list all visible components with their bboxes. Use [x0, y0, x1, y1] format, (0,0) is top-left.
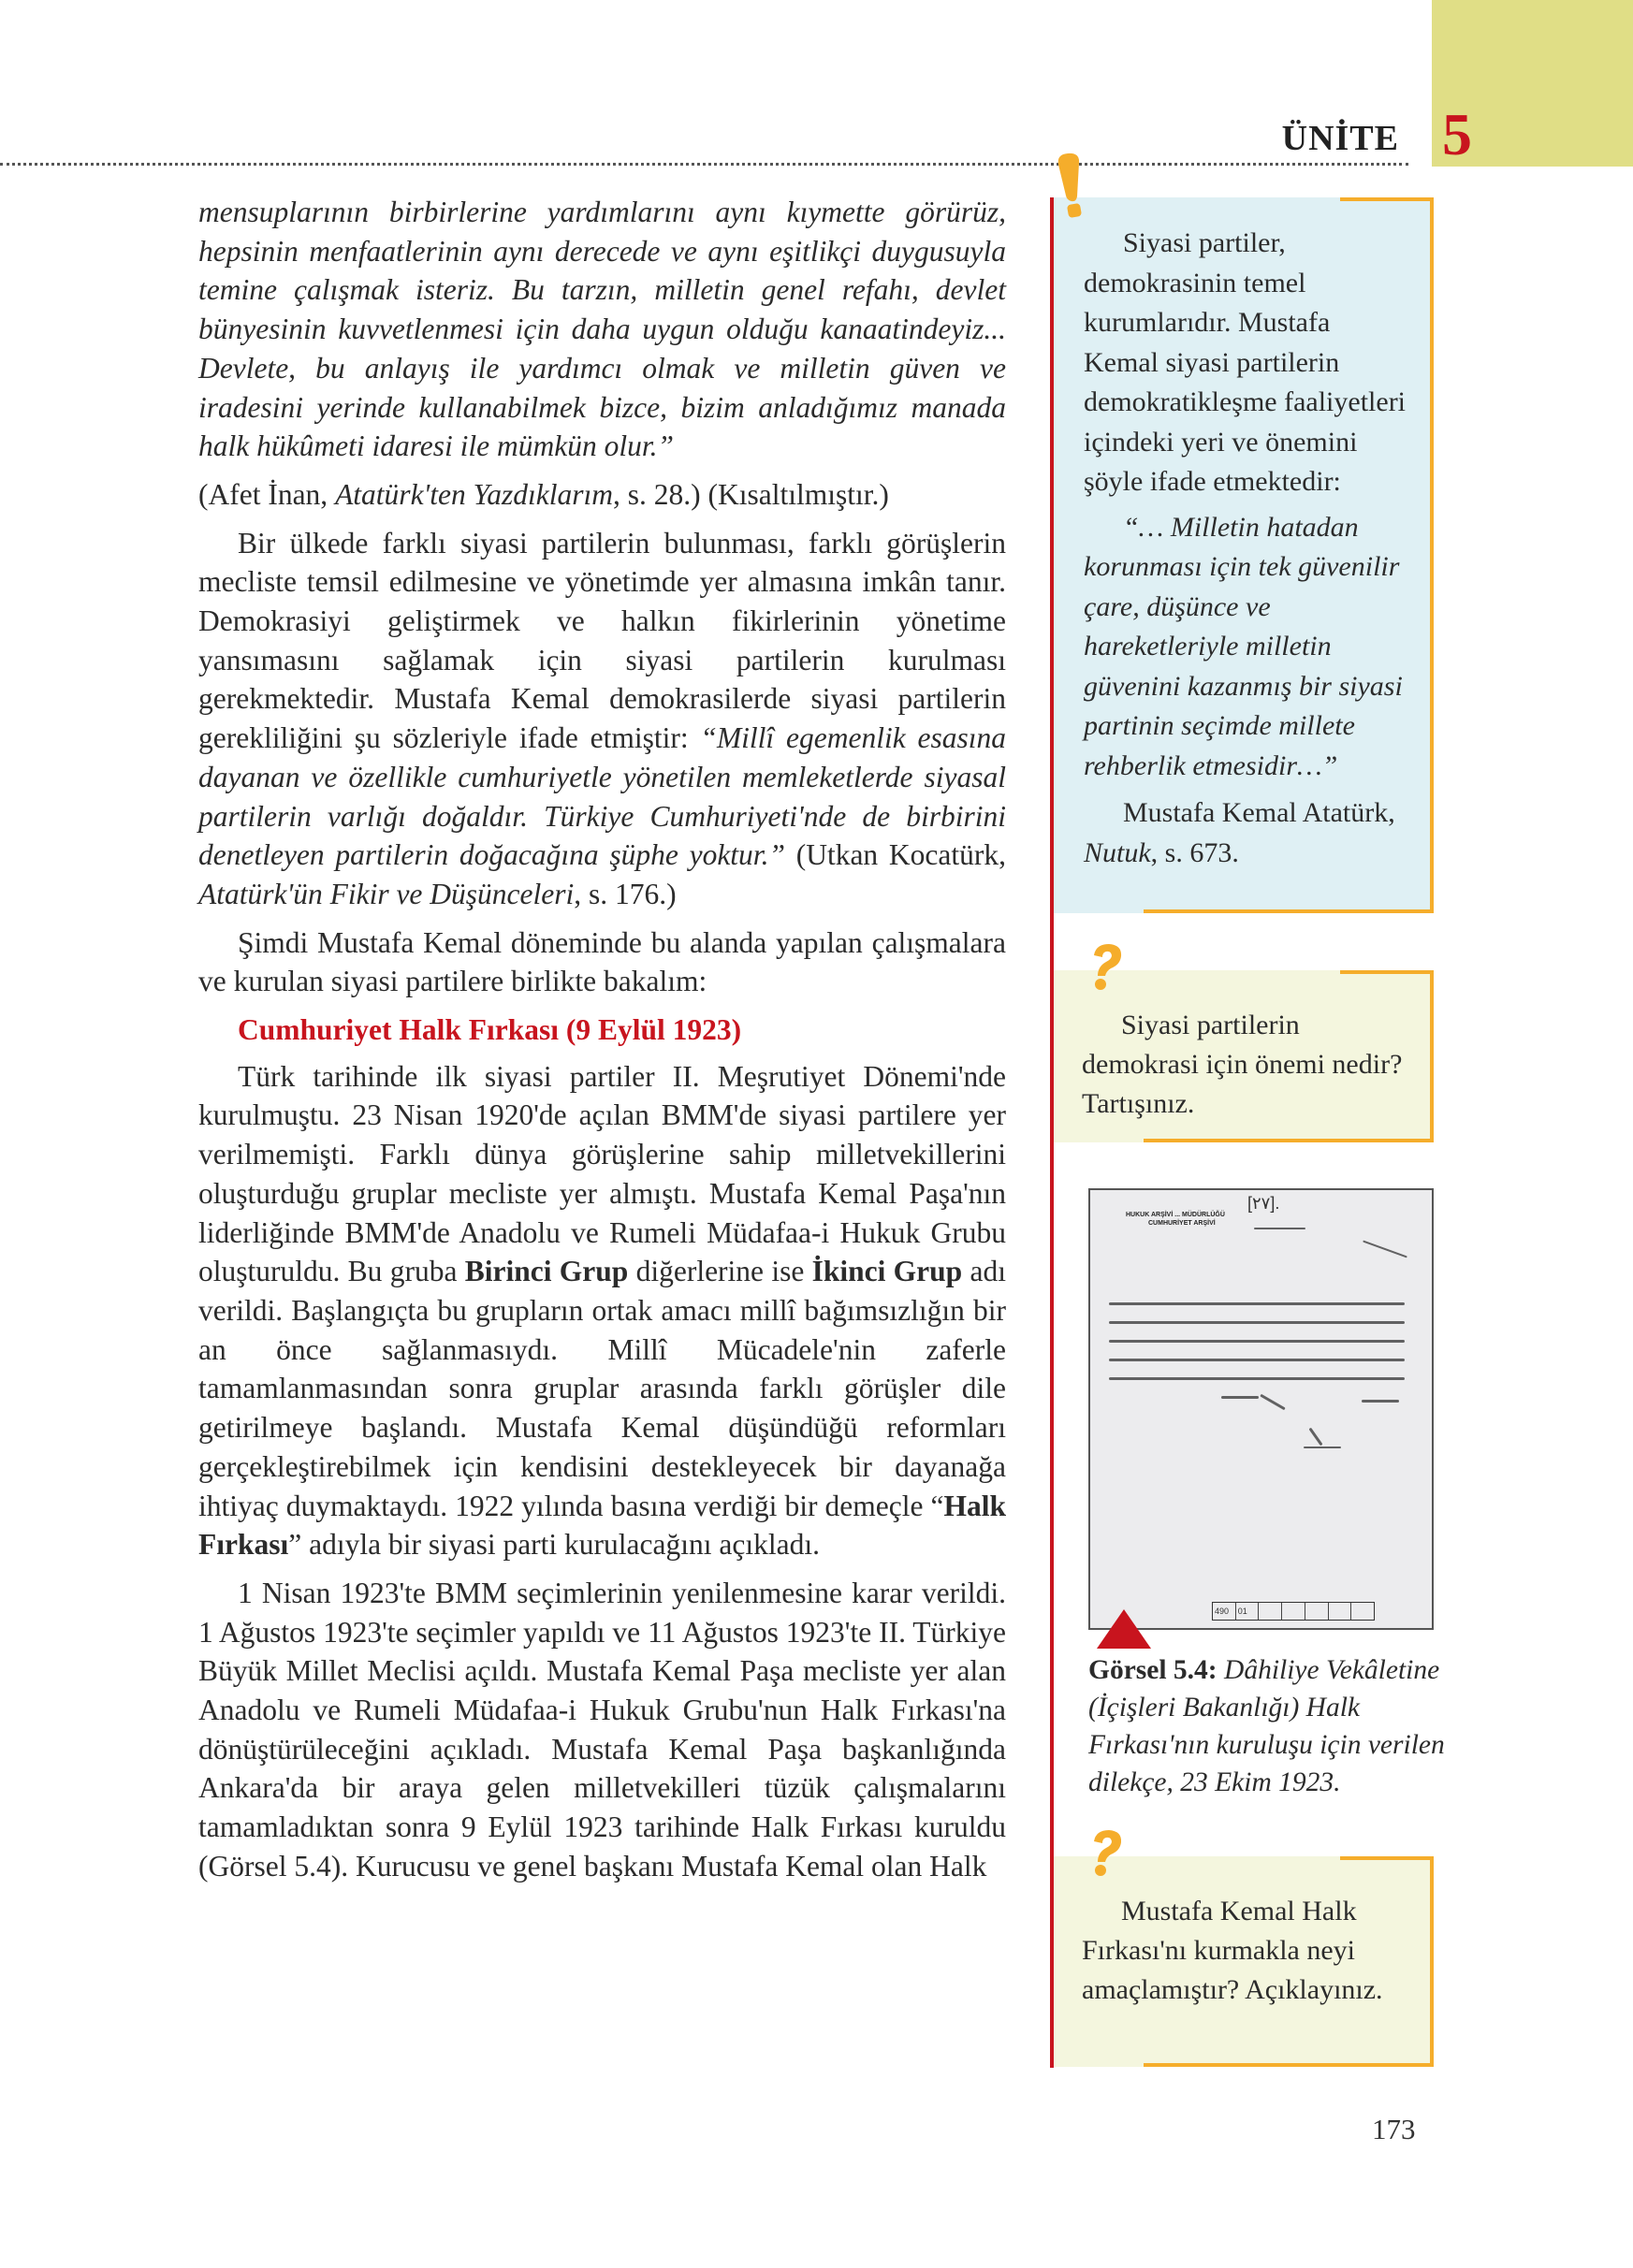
exclamation-icon [1049, 152, 1105, 222]
question-mark-icon [1083, 1826, 1126, 1879]
signature [1308, 1428, 1322, 1447]
historical-document-image [1088, 1188, 1434, 1630]
archive-code-cell [1351, 1603, 1374, 1620]
citation-prefix: (Utkan Kocatürk, [784, 838, 1006, 872]
term-ikinci-grup: İkinci Grup [811, 1255, 963, 1288]
unit-number: 5 [1442, 101, 1472, 167]
archive-code-cell [1305, 1603, 1329, 1620]
info-source [1084, 793, 1411, 873]
paragraph-text: Bir ülkede farklı siyasi partilerin bulunması, farklı görüşlerin mecliste temsil edilmesine ve yönetimde yer almasına imkân tanır. Demokrasiyi geliştirmek ve halkın fikirlerinin yönetime yansımasını sağlamak için siyasi partilerin kurulması gerekmektedir. Mustafa Kemal demokrasilerde siyasi partilerin gerekliliğini şu sözleriyle ifade etmiştir: [198, 526, 1006, 755]
citation-suffix: , s. 176.) [574, 877, 677, 910]
info-quote: “… Milletin hatadan korunması için tek güvenilir çare, düşünce ve hareketleriyle milletin güvenini kazanmış bir siyasi partinin seçimde millete rehberlik etmesidir…” [1084, 511, 1403, 781]
paragraph-political-parties [198, 524, 1006, 914]
document-number: [٢٧]. [1247, 1194, 1280, 1213]
box-frame [1144, 1139, 1434, 1142]
source-prefix: Mustafa Kemal Atatürk, [1123, 797, 1395, 828]
signature [1304, 1447, 1341, 1448]
archive-code-cell [1282, 1603, 1305, 1620]
question-1-text: Siyasi partilerin demokrasi için önemi nedir? Tartışınız. [1082, 1010, 1403, 1119]
question-text [1082, 1006, 1419, 1124]
main-column [198, 193, 1006, 1886]
box-frame [1340, 970, 1434, 974]
archive-code-cell: 490 [1213, 1603, 1236, 1620]
paragraph-history [198, 1057, 1006, 1564]
handwriting-line [1362, 1400, 1399, 1403]
question-mark-icon [1083, 940, 1126, 993]
question-box-1 [1054, 970, 1434, 1142]
citation-suffix: , s. 28.) (Kısaltılmıştır.) [613, 477, 889, 511]
handwriting-line [1109, 1321, 1405, 1324]
header-divider [0, 163, 1408, 166]
paragraph-text: adı verildi. Başlangıçta bu grupların ortak amacı millî bağımsızlığın bir an önce sağlanmasıydı. Millî Mücadele'nin zaferle tamamlanmasından sonra gruplar arasında farklı görüşler dile getirilmeye başlandı. Mustafa Kemal düşündüğü reformları gerçekleştirebilmek için kendisini destekleyecek bir dayanağa ihtiyaç duymaktaydı. 1922 yılında basına verdiği bir demeçle “ [198, 1255, 1006, 1522]
paragraph-intro: Şimdi Mustafa Kemal döneminde bu alanda yapılan çalışmalara ve kurulan siyasi partilere birlikte bakalım: [198, 925, 1006, 998]
handwriting-line [1109, 1359, 1405, 1361]
box-frame [1340, 197, 1434, 201]
box-frame [1340, 1856, 1434, 1860]
archive-code-table [1212, 1602, 1375, 1621]
handwriting-line [1109, 1302, 1405, 1305]
term-halk-firkasi: Halk Fırkası [198, 1489, 1006, 1562]
quote-continuation: mensuplarının birbirlerine yardımlarını aynı kıymette görürüz, hepsinin menfaatlerinin aynı derecede ve aynı eşitlikçi duygusuyla temine çalışmak isteriz. Bu tarzın, milletin genel refahı, devlet bünyesinin kuvvetlenmesi için daha uygun olduğu kanaatindeyiz... Devlete, bu anlayış ile yardımcı olmak ve milletin güven ve iradesini yerinde kullanabilmek bizce, bizim anladığımız manada halk hükûmeti idaresi ile mümkün olur.” [198, 196, 1006, 463]
page-number: 173 [1372, 2113, 1416, 2145]
paragraph-elections: 1 Nisan 1923'te BMM seçimlerinin yenilenmesine karar verildi. 1 Ağustos 1923'te seçimler yapıldı ve 11 Ağustos 1923'te II. Türkiye Büyük Millet Meclisi açıldı. Mustafa Kemal Paşa mecliste yer alan Anadolu ve Rumeli Müdafaa-i Hukuk Grubu'nun Halk Fırkası'na dönüştürüleceğini açıkladı. Mustafa Kemal Paşa başkanlığında Ankara'da bir araya gelen milletvekilleri tüzük çalışmalarını tamamladıktan sonra 9 Eylül 1923 tarihinde Halk Fırkası kuruldu (Görsel 5.4). Kurucusu ve genel başkanı Mustafa Kemal olan Halk [198, 1576, 1006, 1883]
handwriting-line [1254, 1228, 1305, 1229]
info-intro: Siyasi partiler, demokrasinin temel kurumlarıdır. Mustafa Kemal siyasi partilerin demokratikleşme faaliyetleri içindeki yeri ve önemini şöyle ifade etmektedir: [1084, 227, 1407, 497]
paragraph-text: ” adıyla bir siyasi parti kurulacağını açıkladı. [288, 1528, 820, 1562]
box-frame [1144, 909, 1434, 913]
unit-label: ÜNİTE [1281, 119, 1399, 158]
box-frame [1430, 970, 1434, 1142]
handwriting-line [1260, 1394, 1285, 1411]
box-frame [1144, 2063, 1434, 2067]
question-2-text: Mustafa Kemal Halk Fırkası'nı kurmakla neyi amaçlamıştır? Açıklayınız. [1082, 1896, 1383, 2005]
caption-label: Görsel 5.4: [1088, 1655, 1217, 1685]
figure-marker-triangle-icon [1097, 1609, 1151, 1649]
info-box [1054, 197, 1434, 913]
stamp-line: CUMHURİYET ARŞİVİ [1148, 1220, 1216, 1227]
handwriting-line [1109, 1377, 1405, 1380]
archive-stamp [1126, 1211, 1225, 1228]
term-birinci-grup: Birinci Grup [464, 1255, 629, 1288]
paragraph-text: diğerlerine ise [628, 1255, 812, 1288]
paragraph-text: Türk tarihinde ilk siyasi partiler II. Meşrutiyet Dönemi'nde kurulmuştu. 23 Nisan 1920'de açılan BMM'de siyasi partilere yer verilmemişti. Farklı dünya görüşlerine sahip milletvekillerini oluşturduğu gruplar mecliste yer almıştı. Mustafa Kemal Paşa'nın liderliğinde BMM'de Anadolu ve Rumeli Müdafaa-i Hukuk Grubu oluşturuldu. Bu gruba [198, 1059, 1006, 1288]
caption-text: Dâhiliye Vekâletine (İçişleri Bakanlığı) Halk Fırkası'nın kuruluşu için verilen dilekçe, 23 Ekim 1923. [1088, 1655, 1445, 1797]
citation-title: Atatürk'ten Yazdıklarım [335, 477, 614, 511]
stamp-line: HUKUK ARŞİVİ ... MÜDÜRLÜĞÜ [1126, 1212, 1225, 1218]
archive-code-cell [1329, 1603, 1352, 1620]
archive-code-cell [1259, 1603, 1282, 1620]
ataturk-quote: “Millî egemenlik esasına dayanan ve özellikle cumhuriyetle yönetilen memleketlerde siyasal partilerin varlığı doğaldır. Türkiye Cumhuriyeti'nde de birbirini denetleyen partilerin doğacağına şüphe yoktur.” [198, 721, 1006, 872]
info-box-content [1084, 224, 1411, 873]
citation-afet-inan [198, 475, 1006, 515]
box-frame [1430, 197, 1434, 913]
section-heading: Cumhuriyet Halk Fırkası (9 Eylül 1923) [238, 1013, 742, 1047]
source-title: Nutuk [1084, 836, 1151, 868]
box-frame [1430, 1856, 1434, 2067]
source-suffix: , s. 673. [1150, 836, 1239, 868]
question-text [1082, 1892, 1419, 2010]
question-box-2 [1054, 1856, 1434, 2067]
handwriting-line [1221, 1396, 1259, 1399]
citation-title: Atatürk'ün Fikir ve Düşünceleri [198, 877, 575, 910]
figure-caption [1088, 1651, 1453, 1801]
citation-prefix: (Afet İnan, [198, 477, 336, 511]
handwriting-line [1363, 1241, 1407, 1258]
handwriting-line [1109, 1340, 1405, 1343]
archive-code-cell: 01 [1236, 1603, 1260, 1620]
